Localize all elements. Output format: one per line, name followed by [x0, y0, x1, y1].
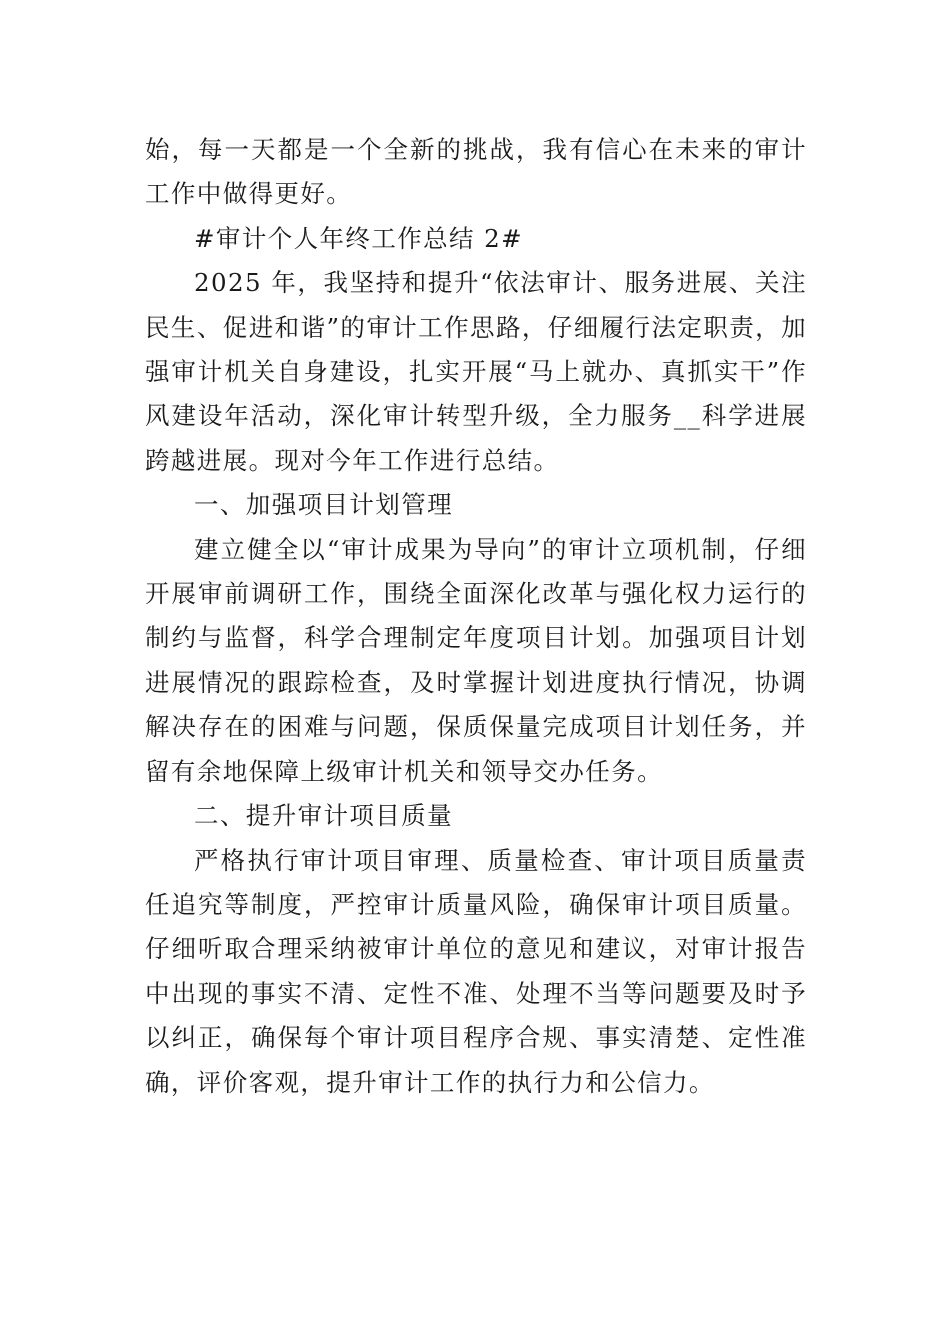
paragraph-continued: 始，每一天都是一个全新的挑战，我有信心在未来的审计工作中做得更好。	[145, 135, 807, 209]
paragraph: 2025 年，我坚持和提升“依法审计、服务进展、关注民生、促进和谐”的审计工作思路，仔细履行法定职责，加强审计机关自身建设，扎实开展“马上就办、真抓实干”作风建设年活动，深化审计转型升级，全力服务__科学进展跨越进展。现对今年工作进行总结。	[145, 268, 807, 475]
paragraph: 严格执行审计项目审理、质量检查、审计项目质量责任追究等制度，严控审计质量风险，确保审计项目质量。仔细听取合理采纳被审计单位的意见和建议，对审计报告中出现的事实不清、定性不准、处理不当等问题要及时予以纠正，确保每个审计项目程序合规、事实清楚、定性准确，评价客观，提升审计工作的执行力和公信力。	[145, 845, 807, 1097]
document-body	[145, 128, 807, 1105]
section-heading-2: 二、提升审计项目质量	[194, 801, 453, 831]
paragraph: 建立健全以“审计成果为导向”的审计立项机制，仔细开展审前调研工作，围绕全面深化改革与强化权力运行的制约与监督，科学合理制定年度项目计划。加强项目计划进展情况的跟踪检查，及时掌握计划进度执行情况，协调解决存在的困难与问题，保质保量完成项目计划任务，并留有余地保障上级审计机关和领导交办任务。	[145, 534, 807, 786]
section-heading-1: 一、加强项目计划管理	[194, 490, 453, 520]
section-title: #审计个人年终工作总结 2#	[194, 223, 524, 253]
